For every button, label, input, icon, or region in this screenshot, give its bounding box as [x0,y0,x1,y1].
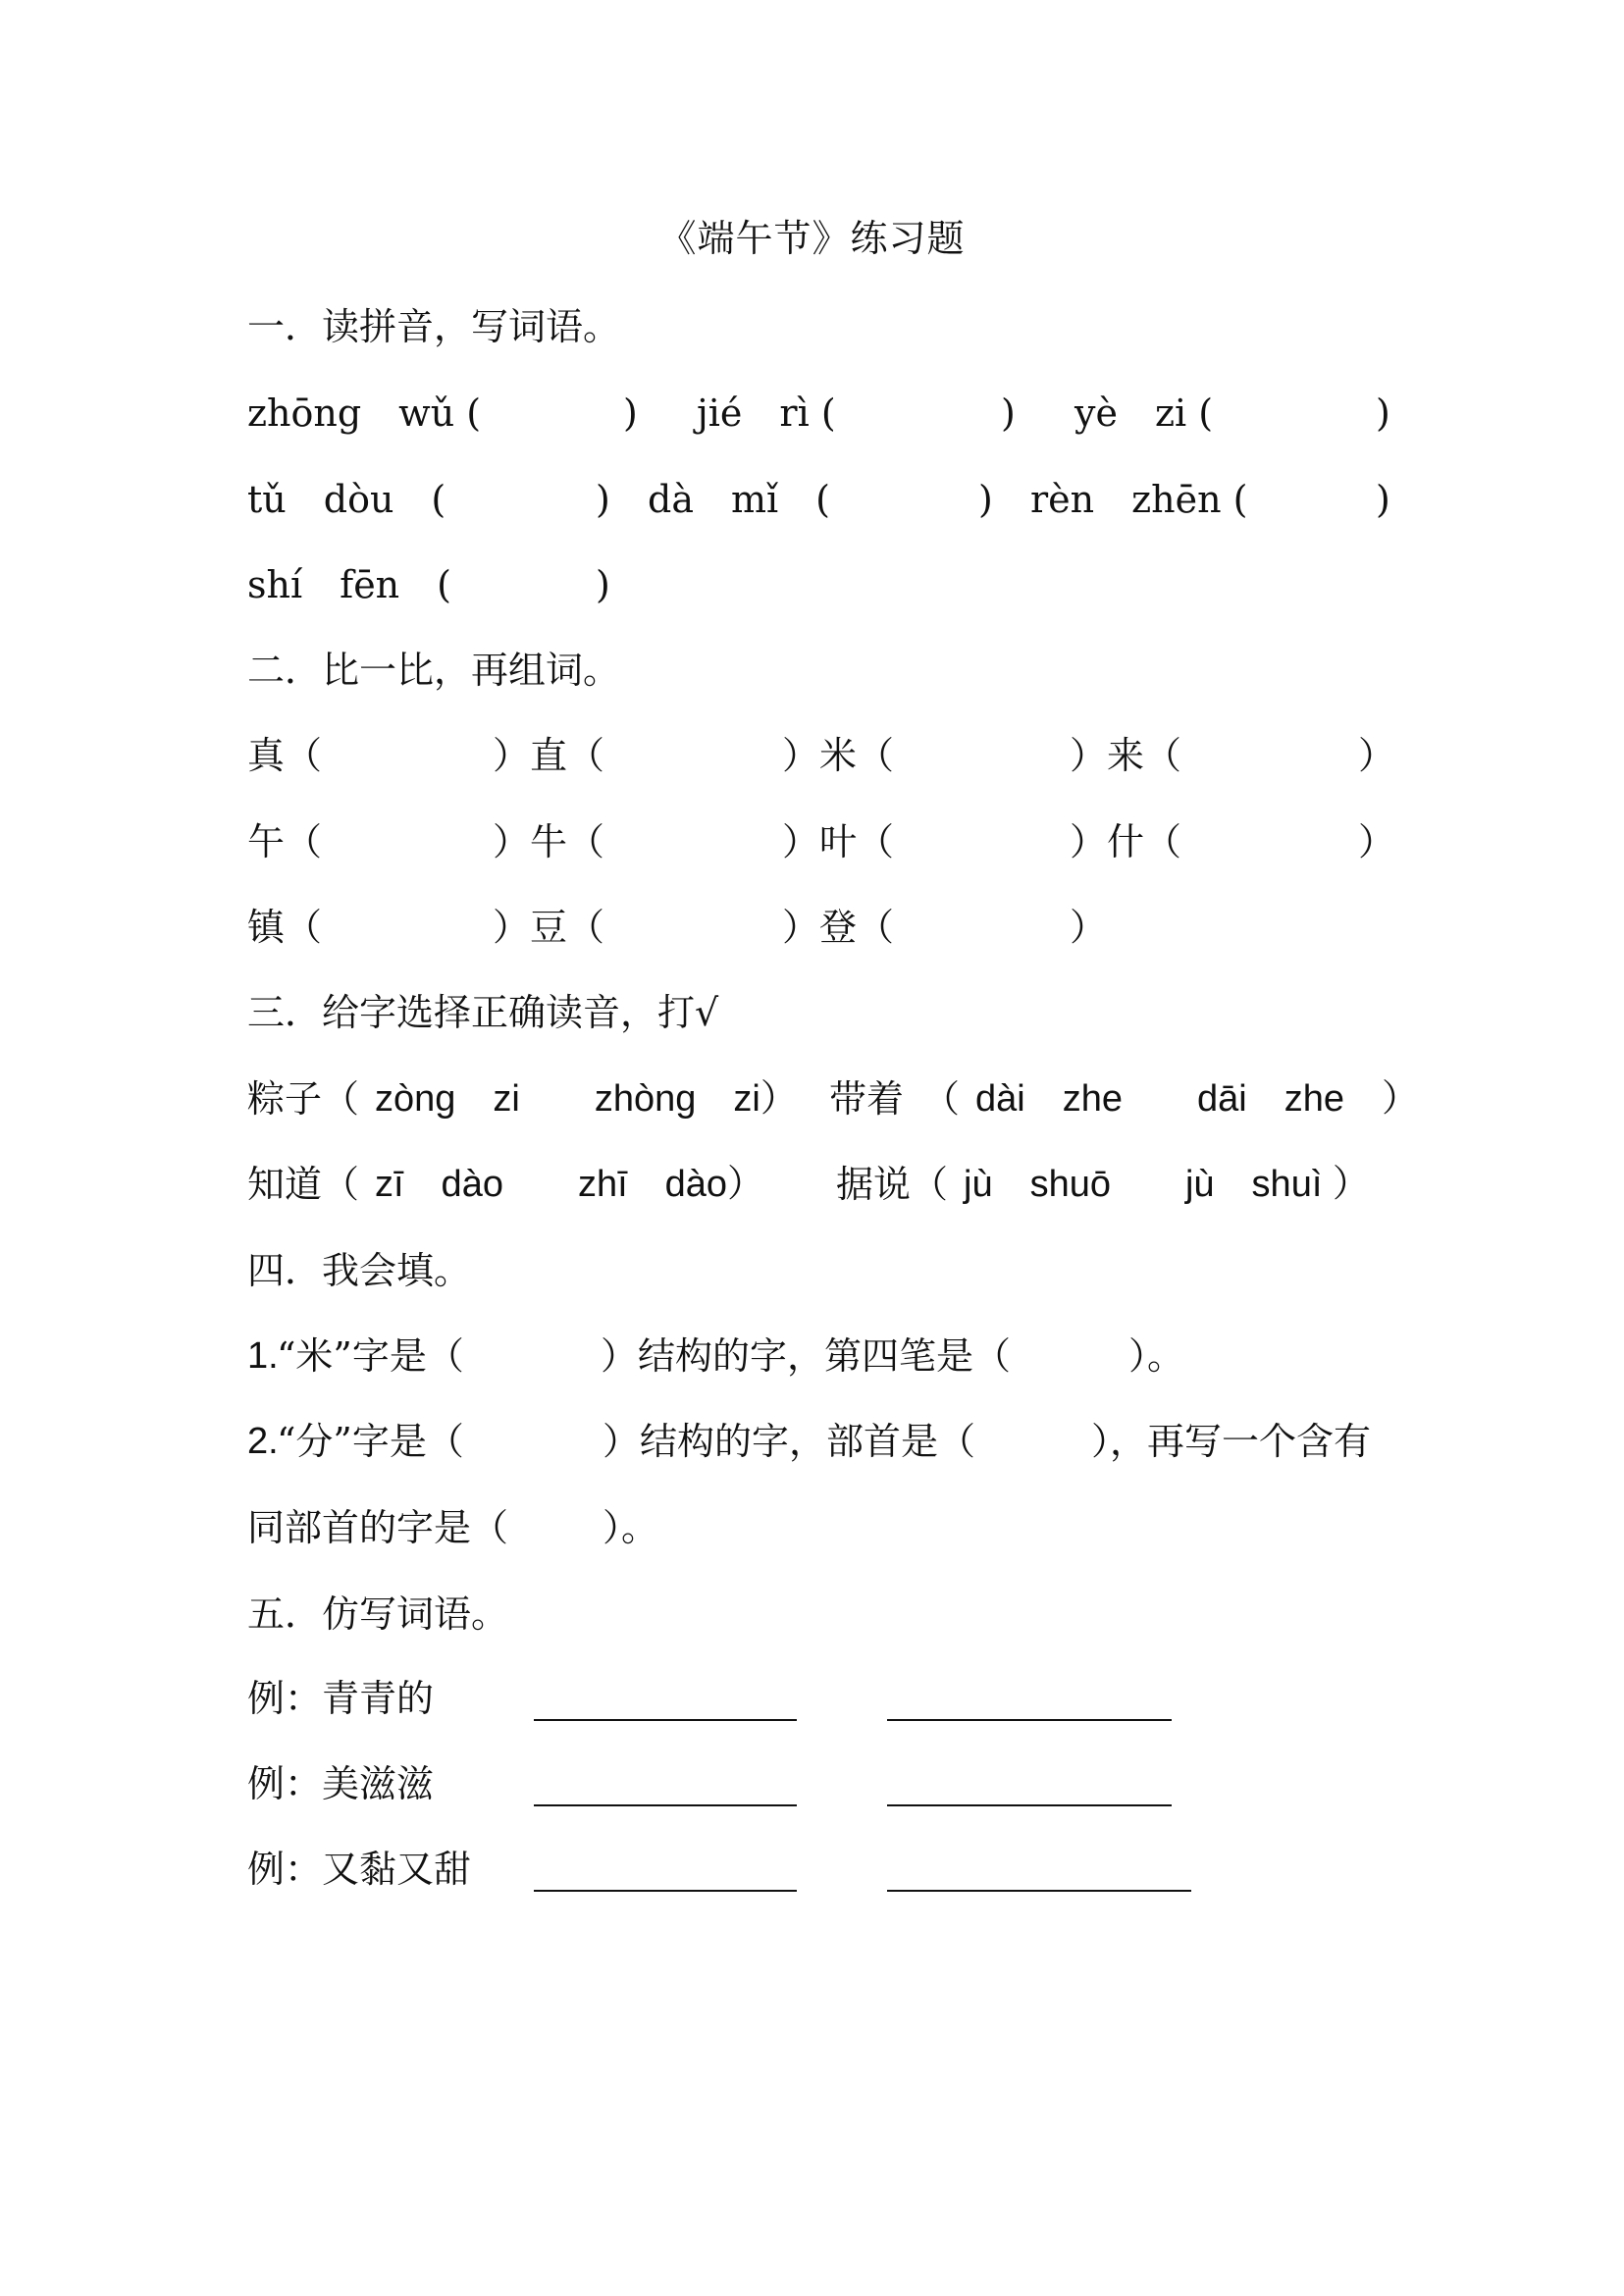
answer-blank[interactable] [534,1804,797,1806]
answer-blank[interactable] [887,1804,1172,1806]
pinyin-item: dà mǐ ( [648,478,830,521]
answer-blank[interactable] [534,1890,797,1892]
page-title: 《端午节》练习题 [658,217,966,260]
bracket-close: ) [1376,391,1390,435]
pinyin-item: rèn zhēn ( [1030,478,1248,521]
worksheet-page: 《端午节》练习题 一．读拼音，写词语。 zhōng wǔ ( ) jié rì ( ) yè zi ( ) tǔ dòu ( ) dà mǐ ( ) rèn zhēn ( ) shí fēn ( ) 二．比一比，再组词。 真（ ）直（ ）米（ ）来（ ） 午（ ）牛（ ）叶（ ）什（ ） 镇（ ）豆（ ）登（ ） 三．给字选择正确读音，打√ 粽子（ zòng zi zhòng zi） 带着 （ dài zhe dāi zhe ） 知道（ zī dào zhī dào） 据说（ jù shuō jù shuì ） 四．我会填。 1. “米”字是（ ）结构的字，第四笔是（ ）。 2. “分”字是（ ）结构的字，部首是（ ），再写一个含有 同部首的字是（ ）。 五．仿写词语。 例：青青的 例：美滋滋 例：又黏又甜 [0,0,1624,2296]
reading-options: zī dào zhī dào） [375,1164,765,1205]
answer-blank[interactable] [887,1719,1172,1721]
reading-options: dài zhe dāi zhe ） [975,1078,1419,1120]
pinyin-item: tǔ dòu ( [247,478,446,521]
pinyin-item: zhōng wǔ ( [247,391,482,435]
bracket-close: ) [978,478,993,521]
bracket-close: ) [1001,391,1016,435]
answer-blank[interactable] [534,1719,797,1721]
pinyin-item: yè zi ( [1074,391,1214,435]
bracket-close: ) [596,478,610,521]
pinyin-item: jié rì ( [697,391,836,435]
bracket-close: ) [596,563,610,606]
reading-options: zòng zi zhòng zi） [375,1078,798,1120]
bracket-close: ) [1376,478,1390,521]
reading-options: jù shuō jù shuì ） [964,1164,1370,1205]
pinyin-item: shí fēn ( [247,563,451,606]
answer-blank[interactable] [887,1890,1191,1892]
bracket-close: ) [623,391,638,435]
